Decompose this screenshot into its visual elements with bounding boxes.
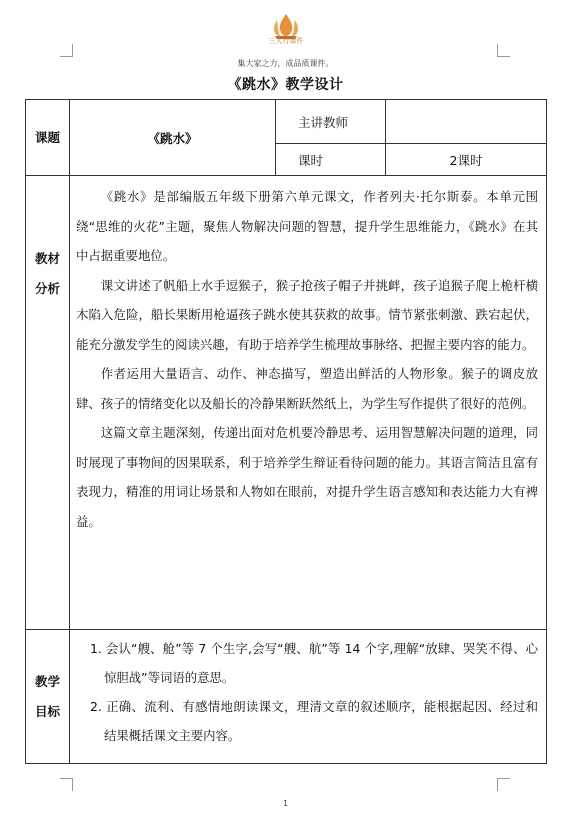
analysis-paragraph: 《跳水》是部编版五年级下册第六单元课文，作者列夫·托尔斯泰。本单元围绕“思维的火花”主题，聚焦人物解决问题的智慧，提升学生思维能力，《跳水》在其中占据重要地位。 xyxy=(76,189,538,263)
goal-item: 1. 会认“艘、舱”等 7 个生字,会写“艘、航”等 14 个字,理解“放肆、哭笑不得、心惊胆战”等词语的意思。 xyxy=(90,641,538,685)
teacher-value xyxy=(386,100,547,144)
analysis-paragraph: 作者运用大量语言、动作、神态描写，塑造出鲜活的人物形象。猴子的调皮放肆、孩子的情绪变化以及船长的冷静果断跃然纸上，为学生写作提供了很好的范例。 xyxy=(76,366,538,411)
analysis-content xyxy=(70,176,547,630)
page-number: 1 xyxy=(282,799,289,808)
analysis-label xyxy=(26,176,70,630)
topic-row xyxy=(26,100,547,144)
crop-mark-bottom-right xyxy=(497,778,510,791)
hours-value: 2课时 xyxy=(386,144,547,176)
header-slogan: 集大家之力，成品质课件。 xyxy=(237,59,334,68)
goals-content xyxy=(70,630,547,764)
teacher-label: 主讲教师 xyxy=(276,100,386,144)
analysis-label-line2: 分析 xyxy=(34,281,60,296)
crop-mark-top-left xyxy=(60,44,73,57)
crop-mark-top-right xyxy=(497,44,510,57)
analysis-label-line1: 教材 xyxy=(34,251,60,266)
topic-value: 《跳水》 xyxy=(70,100,276,176)
lesson-plan-table xyxy=(25,99,547,764)
crop-mark-bottom-left xyxy=(60,778,73,791)
document-title: 《跳水》教学设计 xyxy=(227,77,344,93)
analysis-paragraph: 课文讲述了帆船上水手逗猴子，猴子抢孩子帽子并挑衅，孩子追猴子爬上桅杆横木陷入危险，船长果断用枪逼孩子跳水使其获救的故事。情节紧张刺激、跌宕起伏，能充分激发学生的阅读兴趣，有助于培养学生梳理故事脉络、把握主要内容的能力。 xyxy=(76,277,538,352)
topic-label: 课题 xyxy=(26,100,70,176)
goals-label xyxy=(26,630,70,764)
goal-item: 2. 正确、流利、有感情地朗读课文，理清文章的叙述顺序，能根据起因、经过和结果概括课文主要内容。 xyxy=(90,699,538,743)
logo-text: 三人行课件 xyxy=(268,37,304,45)
goals-label-line2: 目标 xyxy=(34,703,60,719)
analysis-paragraph: 这篇文章主题深刻，传递出面对危机要冷静思考、运用智慧解决问题的道理，同时展现了事物间的因果联系，利于培养学生辩证看待问题的能力。其语言简洁且富有表现力，精准的用词让场景和人物如在眼前，对提升学生语言感知和表达能力大有裨益。 xyxy=(76,425,538,529)
hours-label: 课时 xyxy=(276,144,386,176)
goals-row xyxy=(26,630,547,764)
goals-label-line1: 教学 xyxy=(34,673,60,689)
analysis-row xyxy=(26,176,547,630)
